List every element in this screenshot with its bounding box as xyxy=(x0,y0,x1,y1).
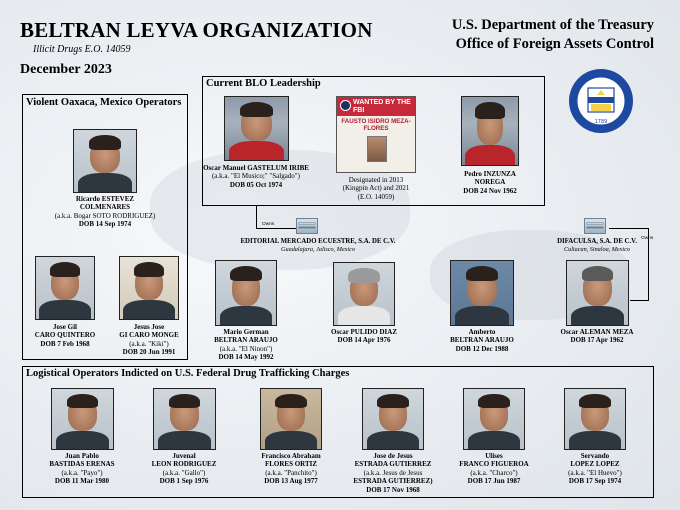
logistical-caption xyxy=(353,452,432,494)
logistical-dob: DOB 17 Sep 1974 xyxy=(568,477,622,486)
logistical-name-2: LEON RODRIGUEZ xyxy=(151,460,217,469)
logistical-name-1: Jose de Jesus xyxy=(373,452,413,460)
page-subtitle: Illicit Drugs E.O. 14059 xyxy=(33,44,131,55)
fbi-seal-icon xyxy=(340,100,351,111)
seal-year: 1789 xyxy=(594,119,608,125)
associate-dob: DOB 14 May 1992 xyxy=(218,353,274,362)
logistical-box xyxy=(22,366,654,498)
associate-photo xyxy=(450,260,514,326)
leader-dob: DOB 24 Nov 1962 xyxy=(463,186,517,195)
logistical-photo xyxy=(153,388,216,450)
owns-connector xyxy=(256,228,296,229)
agency-name xyxy=(452,16,654,54)
company-label xyxy=(557,238,637,254)
logistical-name-2: FRANCO FIGUEROA xyxy=(459,460,529,469)
fbi-wanted-poster xyxy=(336,96,416,173)
logistical-dob: DOB 17 Jun 1987 xyxy=(467,477,521,486)
logistical-photo xyxy=(362,388,424,450)
leader-photo xyxy=(461,96,519,166)
leader-caption xyxy=(463,170,516,195)
associate-photo xyxy=(566,260,629,326)
logistical-name-1: Juvenal xyxy=(172,452,196,460)
logistical-title: Logistical Operators Indicted on U.S. Federal Drug Trafficking Charges xyxy=(26,368,350,379)
treasury-seal-icon xyxy=(568,68,634,134)
wanted-banner xyxy=(337,97,415,116)
operator-name-2: CARO QUINTERO xyxy=(34,331,96,340)
operator-dob: DOB 7 Feb 1968 xyxy=(40,339,90,348)
wanted-banner-text: WANTED BY THE FBI xyxy=(353,99,411,114)
logistical-dob: DOB 11 Mar 1980 xyxy=(54,477,110,486)
operator-photo xyxy=(73,129,137,193)
wanted-line-1: Designated in 2013 xyxy=(348,176,404,184)
company-building-icon xyxy=(296,218,318,234)
operator-name-1: Ricardo ESTEVEZ xyxy=(75,195,135,203)
logistical-name-1: Ulises xyxy=(485,452,503,460)
leader-name-1: Pedro INZUNZA xyxy=(464,170,516,178)
owns-connector xyxy=(609,228,649,229)
owns-connector xyxy=(630,300,649,301)
page-date: December 2023 xyxy=(20,62,112,77)
associate-name-2: BELTRAN ARAUJO xyxy=(450,336,514,345)
leader-dob: DOB 05 Oct 1974 xyxy=(229,180,283,189)
operator-dob: DOB 14 Sep 1974 xyxy=(78,220,132,229)
agency-line-2: Office of Foreign Assets Control xyxy=(455,36,654,52)
leader-name: Oscar Manuel GASTELUM IRIBE xyxy=(203,164,309,172)
leader-caption xyxy=(203,164,309,189)
associate-dob: DOB 12 Dec 1988 xyxy=(455,344,509,353)
wanted-line-2: (Kingpin Act) and 2021 xyxy=(342,184,410,193)
operator-caption xyxy=(35,323,95,348)
wanted-line-3: (E.O. 14059) xyxy=(357,192,395,201)
wanted-name: FAUSTO ISIDRO MEZA-FLORES xyxy=(341,118,411,132)
logistical-dob: DOB 13 Aug 1977 xyxy=(264,477,318,486)
associate-name-2: BELTRAN ARAUJO xyxy=(214,336,278,345)
page-title: BELTRAN LEYVA ORGANIZATION xyxy=(20,18,373,42)
logistical-photo xyxy=(260,388,322,450)
operator-name-2: COLMENARES xyxy=(79,203,131,212)
operator-name-1: Jose Gil xyxy=(53,323,77,331)
associate-caption xyxy=(331,328,397,345)
owns-label: Owns xyxy=(641,236,654,241)
logistical-aka-2: ESTRADA GUTIERREZ) xyxy=(353,477,433,486)
operator-caption xyxy=(55,195,156,229)
operator-photo xyxy=(119,256,179,320)
logistical-aka: (a.k.a. "Payo") xyxy=(61,468,103,477)
associate-photo xyxy=(333,262,395,326)
logistical-dob: DOB 17 Nov 1968 xyxy=(366,485,420,494)
logistical-name-2: ESTRADA GUTIERREZ xyxy=(354,460,432,469)
oaxaca-title: Violent Oaxaca, Mexico Operators xyxy=(26,97,182,108)
logistical-aka: (a.k.a. "Charco") xyxy=(470,468,518,477)
leader-name-2: NOREGA xyxy=(474,178,506,187)
logistical-photo xyxy=(463,388,525,450)
logistical-caption xyxy=(459,452,528,486)
company-name: DIFACULSA, S.A. DE C.V. xyxy=(557,238,637,245)
associate-name: Oscar PULIDO DIAZ xyxy=(331,328,397,336)
logistical-name-2: BASTIDAS ERENAS xyxy=(49,460,115,469)
operator-aka: (a.k.a. Bogar SOTO RODRIGUEZ) xyxy=(54,211,156,220)
operator-caption xyxy=(119,323,179,357)
associate-caption xyxy=(450,328,514,353)
logistical-name-2: FLORES ORTIZ xyxy=(264,460,318,469)
company-location: Guadalajara, Jalisco, Mexico xyxy=(281,246,355,253)
owns-connector xyxy=(256,206,257,228)
leadership-title: Current BLO Leadership xyxy=(206,78,321,89)
associate-dob: DOB 17 Apr 1962 xyxy=(570,336,624,345)
agency-line-1: U.S. Department of the Treasury xyxy=(451,17,654,33)
associate-photo xyxy=(215,260,277,326)
wanted-photo xyxy=(367,136,387,162)
leader-photo xyxy=(224,96,289,161)
operator-dob: DOB 20 Jun 1991 xyxy=(122,348,176,357)
logistical-caption xyxy=(49,452,114,486)
logistical-name-1: Servando xyxy=(580,452,610,460)
owns-label: Owns xyxy=(262,222,275,227)
logistical-photo xyxy=(51,388,114,450)
logistical-photo xyxy=(564,388,626,450)
associate-dob: DOB 14 Apr 1976 xyxy=(337,336,391,345)
associate-caption xyxy=(561,328,634,345)
associate-aka: (a.k.a. "El Ninon") xyxy=(219,344,273,353)
associate-caption xyxy=(214,328,278,362)
logistical-aka: (a.k.a. "Panchito") xyxy=(265,468,317,477)
logistical-name-2: LOPEZ LOPEZ xyxy=(570,460,620,469)
operator-name-1: Jesus Jose xyxy=(133,323,165,331)
operator-aka: (a.k.a. "Kiki") xyxy=(129,339,169,348)
company-label xyxy=(241,238,396,254)
logistical-name-1: Juan Pablo xyxy=(65,452,99,460)
associate-name-1: Mario German xyxy=(223,328,269,336)
company-building-icon xyxy=(584,218,606,234)
logistical-caption xyxy=(152,452,217,486)
operator-name-2: GI CARO MONGE xyxy=(119,331,179,340)
company-name: EDITORIAL MERCADO ECUESTRE, S.A. DE C.V. xyxy=(240,238,396,245)
associate-name: Oscar ALEMAN MEZA xyxy=(560,328,634,336)
logistical-aka: (a.k.a. "Gallo") xyxy=(162,468,206,477)
logistical-caption xyxy=(568,452,622,486)
associate-name-1: Amberto xyxy=(468,328,496,336)
logistical-aka: (a.k.a. "El Huevo") xyxy=(568,468,622,477)
operator-photo xyxy=(35,256,95,320)
logistical-name-1: Francisco Abraham xyxy=(261,452,321,460)
logistical-caption xyxy=(261,452,320,486)
wanted-caption xyxy=(343,176,410,201)
company-location: Culiacan, Sinaloa, Mexico xyxy=(563,246,630,253)
leader-aka: (a.k.a. "El Musico;" "Salgado") xyxy=(211,172,301,181)
logistical-dob: DOB 1 Sep 1976 xyxy=(159,477,209,486)
logistical-aka: (a.k.a. Jesus de Jesus xyxy=(363,468,423,477)
